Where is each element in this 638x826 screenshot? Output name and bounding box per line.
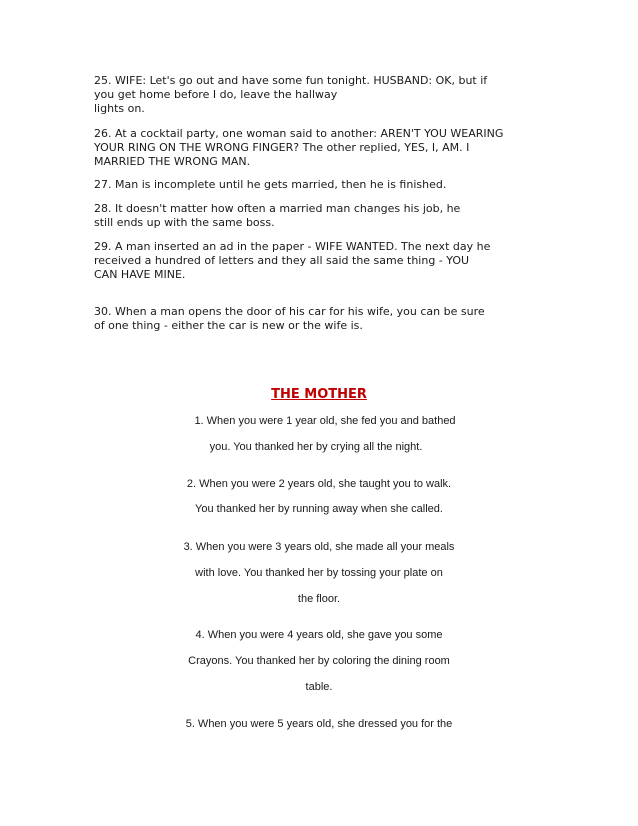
- mother-line: 3. When you were 3 years old, she made all your meals: [183, 541, 455, 553]
- mother-line: 1. When you were 1 year old, she fed you and bathed: [194, 415, 456, 427]
- mother-line: 4. When you were 4 years old, she gave you some: [195, 629, 443, 641]
- joke-27: 27. Man is incomplete until he gets married, then he is finished.: [94, 178, 447, 191]
- joke-28: 28. It doesn't matter how often a married man changes his job, he still ends up with the same boss.: [94, 202, 461, 229]
- mother-line: 2. When you were 2 years old, she taught you to walk.: [186, 478, 452, 490]
- mother-line: You thanked her by running away when she called.: [195, 503, 443, 515]
- mother-line: with love. You thanked her by tossing your plate on: [195, 567, 443, 579]
- mother-line: you. You thanked her by crying all the night.: [209, 441, 423, 453]
- mother-line: Crayons. You thanked her by coloring the dining room: [188, 655, 450, 667]
- mother-line: 5. When you were 5 years old, she dressed you for the: [185, 718, 453, 730]
- section-title-the-mother: THE MOTHER: [271, 387, 367, 402]
- joke-26: 26. At a cocktail party, one woman said to another: AREN'T YOU WEARING YOUR RING ON THE WRONG FINGER? The other replied, YES, I, AM. I MARRIED THE WRONG MAN.: [94, 127, 504, 168]
- mother-line: the floor.: [297, 593, 341, 605]
- joke-29: 29. A man inserted an ad in the paper - WIFE WANTED. The next day he received a hundred of letters and they all said the same thing - YOU CAN HAVE MINE.: [94, 240, 491, 281]
- mother-line: table.: [305, 681, 333, 693]
- joke-30: 30. When a man opens the door of his car for his wife, you can be sure of one thing - either the car is new or the wife is.: [94, 305, 485, 332]
- joke-25: 25. WIFE: Let's go out and have some fun tonight. HUSBAND: OK, but if you get home before I do, leave the hallway lights on.: [94, 74, 488, 115]
